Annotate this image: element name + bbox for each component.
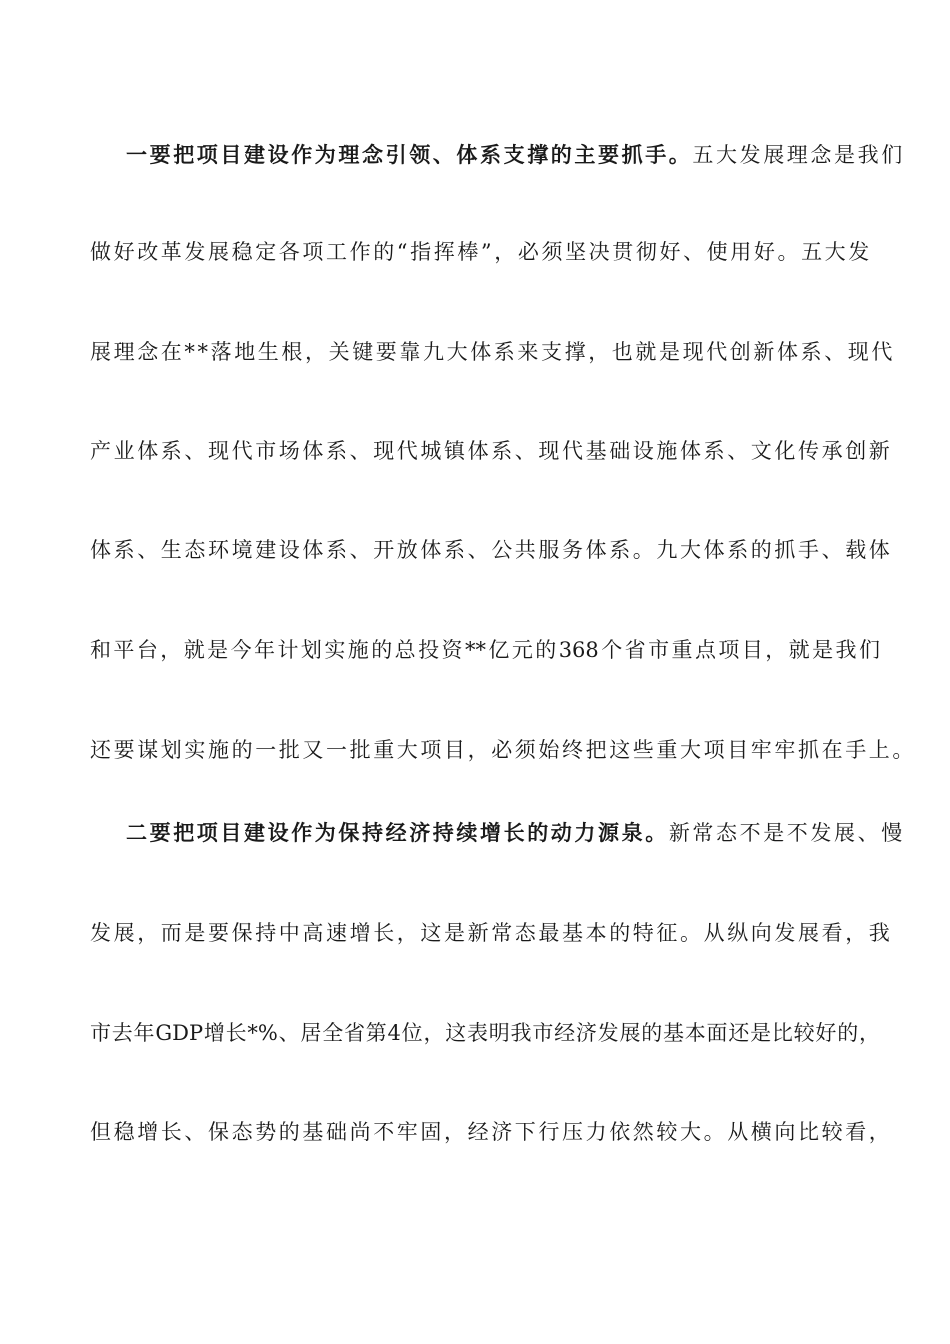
paragraph-2-line-3: 市去年GDP增长*%、居全省第4位，这表明我市经济发展的基本面还是比较好的， [90,1021,880,1045]
paragraph-2-line-1 [126,813,905,853]
paragraph-1-line-5: 体系、生态环境建设体系、开放体系、公共服务体系。九大体系的抓手、载体 [90,538,893,562]
paragraph-1-line-7: 还要谋划实施的一批又一批重大项目，必须始终把这些重大项目牢牢抓在手上。 [90,738,916,762]
paragraph-1-line-2: 做好改革发展稳定各项工作的“指挥棒”，必须坚决贯彻好、使用好。五大发 [90,240,872,264]
paragraph-2-line-2: 发展，而是要保持中高速增长，这是新常态最基本的特征。从纵向发展看，我 [90,921,893,945]
paragraph-1-bold-lead: 一要把项目建设作为理念引领、体系支撑的主要抓手。 [126,142,693,167]
paragraph-2-line-4: 但稳增长、保态势的基础尚不牢固，经济下行压力依然较大。从横向比较看， [90,1120,893,1144]
paragraph-1-text: 五大发展理念是我们 [692,143,905,167]
paragraph-1-line-4: 产业体系、现代市场体系、现代城镇体系、现代基础设施体系、文化传承创新 [90,439,893,463]
paragraph-2-text: 新常态不是不发展、慢 [668,821,905,845]
paragraph-1-line-3: 展理念在**落地生根，关键要靠九大体系来支撑，也就是现代创新体系、现代 [90,340,895,364]
paragraph-2-bold-lead: 二要把项目建设作为保持经济持续增长的动力源泉。 [126,820,669,845]
paragraph-1-line-6: 和平台，就是今年计划实施的总投资**亿元的368个省市重点项目，就是我们 [90,638,880,662]
paragraph-1-line-1 [126,135,905,175]
